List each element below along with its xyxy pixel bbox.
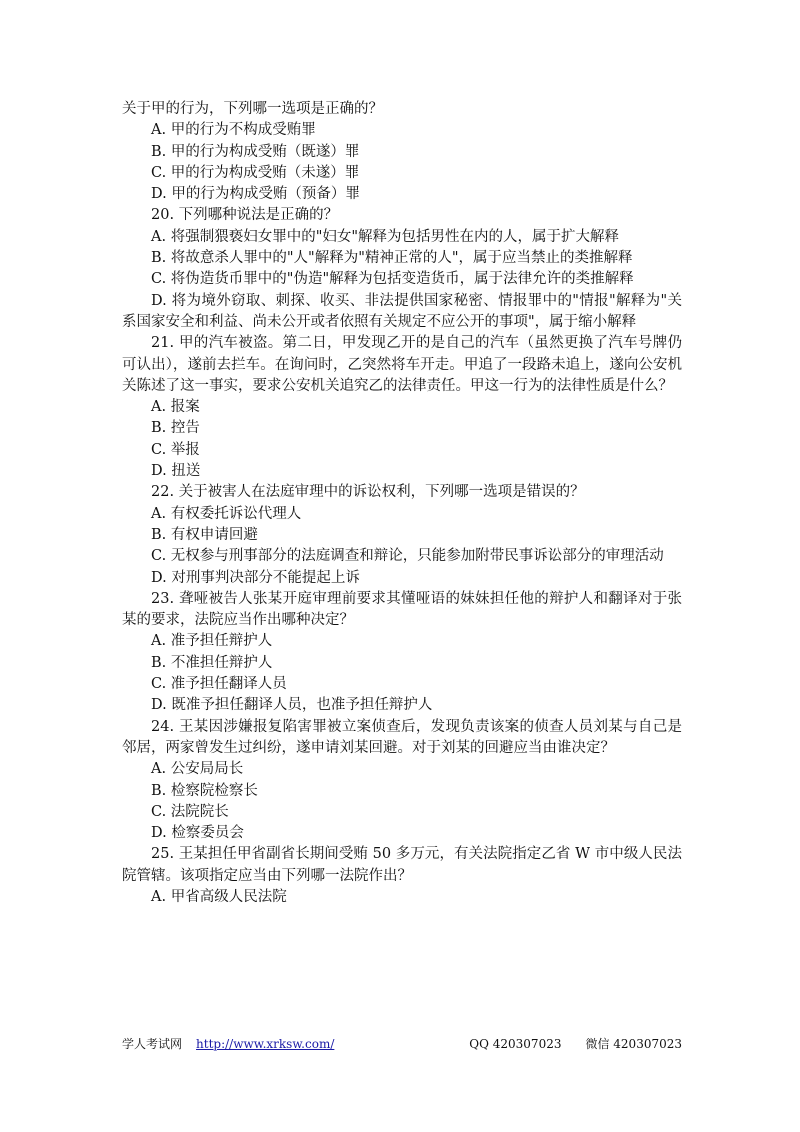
question-25-option-a: A. 甲省高级人民法院 — [151, 888, 287, 905]
question-24-option-b: B. 检察院检察长 — [151, 782, 258, 799]
question-21-option-a: A. 报案 — [151, 399, 200, 416]
question-23-option-b: B. 不准担任辩护人 — [151, 654, 273, 671]
question-25-stem: 25. 王某担任甲省副省长期间受贿 50 多万元，有关法院指定乙省 W 市中级人民法院管辖。该项指定应当由下列哪一法院作出？ — [122, 846, 682, 884]
question-20-stem: 20. 下列哪种说法是正确的？ — [151, 207, 339, 224]
question-24-option-a: A. 公安局局长 — [151, 761, 244, 778]
question-19-option-a: A. 甲的行为不构成受贿罪 — [151, 122, 316, 139]
footer-site — [122, 1034, 334, 1054]
question-22-option-d: D. 对刑事判决部分不能提起上诉 — [151, 569, 360, 586]
page-footer — [122, 1034, 682, 1054]
footer-contact — [469, 1034, 682, 1054]
question-19-option-b: B. 甲的行为构成受贿（既遂）罪 — [151, 143, 360, 160]
question-24-option-c: C. 法院院长 — [151, 803, 229, 820]
question-21-option-d: D. 扭送 — [151, 463, 201, 480]
question-23-option-c: C. 准予担任翻译人员 — [151, 676, 287, 693]
question-19-stem-tail: 关于甲的行为，下列哪一选项是正确的？ — [122, 101, 383, 117]
question-22-stem: 22. 关于被害人在法庭审理中的诉讼权利，下列哪一选项是错误的？ — [151, 484, 585, 501]
question-22-option-b: B. 有权申请回避 — [151, 526, 258, 543]
question-22-option-a: A. 有权委托诉讼代理人 — [151, 505, 302, 522]
footer-site-link[interactable]: http://www.xrksw.com/ — [196, 1037, 335, 1051]
question-24-stem: 24. 王某因涉嫌报复陷害罪被立案侦查后，发现负责该案的侦查人员刘某与自己是邻居，两家曾发生过纠纷，遂申请刘某回避。对于刘某的回避应当由谁决定？ — [122, 718, 682, 756]
question-20-option-a: A. 将强制猥亵妇女罪中的"妇女"解释为包括男性在内的人，属于扩大解释 — [151, 228, 620, 245]
question-21-option-b: B. 控告 — [151, 420, 200, 437]
document-body — [122, 99, 682, 908]
question-23-option-d: D. 既准予担任翻译人员，也准予担任辩护人 — [151, 697, 433, 714]
footer-qq: QQ 420307023 — [469, 1037, 562, 1051]
question-19-option-c: C. 甲的行为构成受贿（未遂）罪 — [151, 164, 360, 181]
question-21-stem: 21. 甲的汽车被盗。第二日，甲发现乙开的是自己的汽车（虽然更换了汽车号牌仍可认出），遂前去拦车。在询问时，乙突然将车开走。甲追了一段路未追上，遂向公安机关陈述了这一事实，要求公安机关追究乙的法律责任。甲这一行为的法律性质是什么？ — [122, 335, 682, 394]
question-24-option-d: D. 检察委员会 — [151, 825, 244, 842]
footer-site-name: 学人考试网 — [122, 1037, 183, 1051]
question-19-option-d: D. 甲的行为构成受贿（预备）罪 — [151, 186, 360, 203]
footer-wechat: 微信 420307023 — [585, 1037, 682, 1051]
question-20-option-b: B. 将故意杀人罪中的"人"解释为"精神正常的人"，属于应当禁止的类推解释 — [151, 250, 633, 267]
question-23-stem: 23. 聋哑被告人张某开庭审理前要求其懂哑语的妹妹担任他的辩护人和翻译对于张某的要求，法院应当作出哪种决定？ — [122, 590, 682, 629]
question-20-option-c: C. 将伪造货币罪中的"伪造"解释为包括变造货币，属于法律允许的类推解释 — [151, 271, 634, 288]
question-20-option-d: D. 将为境外窃取、刺探、收买、非法提供国家秘密、情报罪中的"情报"解释为"关系国家安全和利益、尚未公开或者依照有关规定不应公开的事项"，属于缩小解释 — [122, 292, 682, 330]
question-21-option-c: C. 举报 — [151, 441, 200, 458]
question-23-option-a: A. 准予担任辩护人 — [151, 633, 273, 650]
question-22-option-c: C. 无权参与刑事部分的法庭调查和辩论，只能参加附带民事诉讼部分的审理活动 — [151, 548, 664, 565]
